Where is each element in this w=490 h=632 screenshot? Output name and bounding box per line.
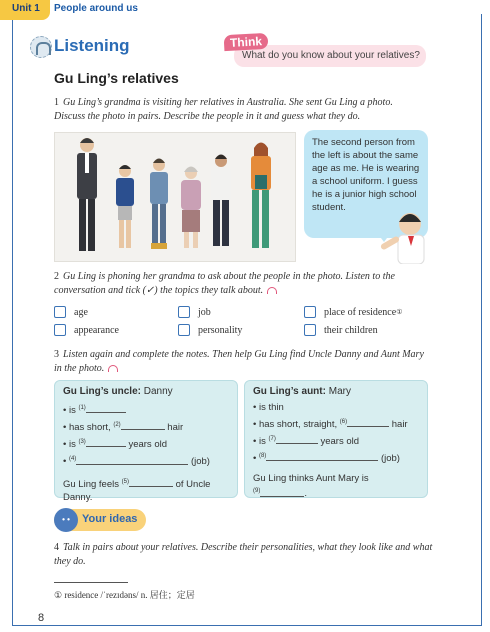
option-label: appearance	[74, 324, 119, 336]
task-1-instruction	[54, 96, 424, 124]
person-man-white-shirt	[211, 155, 231, 247]
uncle-line-3: • is $^{(3)}$ years old	[63, 439, 167, 451]
option-place-of-residence[interactable]	[304, 306, 402, 318]
option-label: place of residence	[324, 306, 397, 318]
task-3-number: 3	[54, 349, 59, 360]
student-boy-illustration	[372, 206, 436, 264]
task-1-number: 1	[54, 97, 59, 108]
think-question: What do you know about your relatives?	[234, 45, 426, 67]
option-label: personality	[198, 324, 243, 336]
footnote-marker: ①	[396, 308, 403, 316]
blank-2[interactable]	[121, 421, 165, 430]
person-boy-uniform	[116, 165, 134, 248]
option-label: their children	[324, 324, 378, 336]
family-photo	[54, 132, 296, 262]
aunt-label: Gu Ling’s aunt:	[253, 386, 326, 397]
footnote-divider	[54, 582, 128, 583]
option-personality[interactable]	[178, 324, 242, 336]
uncle-notes	[54, 380, 238, 503]
aunt-thinks: Gu Ling thinks Aunt Mary is $^{(9)}$ .	[253, 473, 369, 500]
uncle-label: Gu Ling’s uncle:	[63, 386, 141, 397]
aunt-notes	[244, 380, 428, 498]
audio-icon	[267, 287, 277, 294]
unit-tab: Unit 1	[0, 0, 50, 20]
person-man-suit	[77, 138, 97, 251]
person-elderly-woman	[181, 167, 201, 249]
aunt-line-4: • $^{(8)}$ (job)	[253, 453, 400, 465]
option-appearance[interactable]	[54, 324, 119, 336]
checkbox[interactable]	[54, 306, 66, 318]
option-label: age	[74, 306, 88, 318]
blank-1[interactable]	[86, 404, 126, 413]
task-3-instruction	[54, 348, 434, 376]
aunt-title	[253, 386, 419, 397]
checkbox[interactable]	[54, 324, 66, 336]
blank-6[interactable]	[347, 418, 389, 427]
option-age[interactable]	[54, 306, 88, 318]
unit-title: People around us	[54, 3, 138, 14]
headphones-icon	[30, 36, 52, 58]
task-2-instruction	[54, 270, 434, 298]
task-2-number: 2	[54, 271, 59, 282]
blank-9[interactable]	[260, 488, 304, 497]
section-title: Listening	[54, 36, 130, 55]
uncle-name: Danny	[143, 386, 173, 397]
task-1-text: Gu Ling’s grandma is visiting her relatives in Australia. She sent Gu Ling a photo. Discuss the photo in pairs. Describe the people in it and guess what they do.	[54, 97, 393, 122]
blank-8[interactable]	[266, 452, 378, 461]
person-worker-overalls	[150, 159, 168, 250]
speech-icon: • •	[54, 508, 78, 532]
page-number: 8	[38, 612, 45, 624]
task-4-number: 4	[54, 542, 59, 553]
uncle-line-1: • is $^{(1)}$	[63, 401, 229, 418]
uncle-feels: Gu Ling feels $^{(5)}$ of Uncle Danny.	[63, 478, 211, 503]
task-4-text: Talk in pairs about your relatives. Describe their personalities, what they look like and what they do.	[54, 542, 433, 567]
aunt-line-3: • is $^{(7)}$ years old	[253, 436, 360, 448]
family-illustration	[55, 133, 297, 263]
uncle-title	[63, 386, 229, 397]
task-3-text: Listen again and complete the notes. Then help Gu Ling find Uncle Danny and Aunt Mary in the photo.	[54, 349, 424, 374]
blank-7[interactable]	[276, 435, 318, 444]
think-label: Think	[224, 33, 269, 51]
blank-4[interactable]	[76, 456, 188, 465]
aunt-line-2: • has short, straight, $^{(6)}$ hair	[253, 419, 408, 431]
option-their-children[interactable]	[304, 324, 378, 336]
blank-5[interactable]	[129, 478, 173, 487]
aunt-line-1: • is thin	[253, 402, 284, 413]
speech-bubble: The second person from the left is about the same age as me. He is wearing a school uniform. I guess he is a junior high school student.	[304, 130, 428, 238]
task-2-text: Gu Ling is phoning her grandma to ask about the people in the photo. Listen to the conversation and tick (✓) the topics they talk about.	[54, 271, 395, 296]
person-woman-green	[251, 143, 271, 249]
option-label: job	[198, 306, 211, 318]
lesson-heading: Gu Ling’s relatives	[54, 70, 179, 86]
checkbox[interactable]	[178, 306, 190, 318]
uncle-line-4: • $^{(4)}$ (job)	[63, 456, 210, 468]
checkbox[interactable]	[304, 306, 316, 318]
ideas-label: Your ideas	[82, 513, 138, 525]
blank-3[interactable]	[86, 438, 126, 447]
audio-icon	[108, 365, 118, 372]
checkbox[interactable]	[304, 324, 316, 336]
option-job[interactable]	[178, 306, 211, 318]
checkbox[interactable]	[178, 324, 190, 336]
footnote: ① residence /ˈrezɪdəns/ n. 居住；定居	[54, 590, 195, 600]
uncle-line-2: • has short, $^{(2)}$ hair	[63, 422, 184, 434]
aunt-name: Mary	[328, 386, 351, 397]
task-4-instruction	[54, 541, 434, 569]
